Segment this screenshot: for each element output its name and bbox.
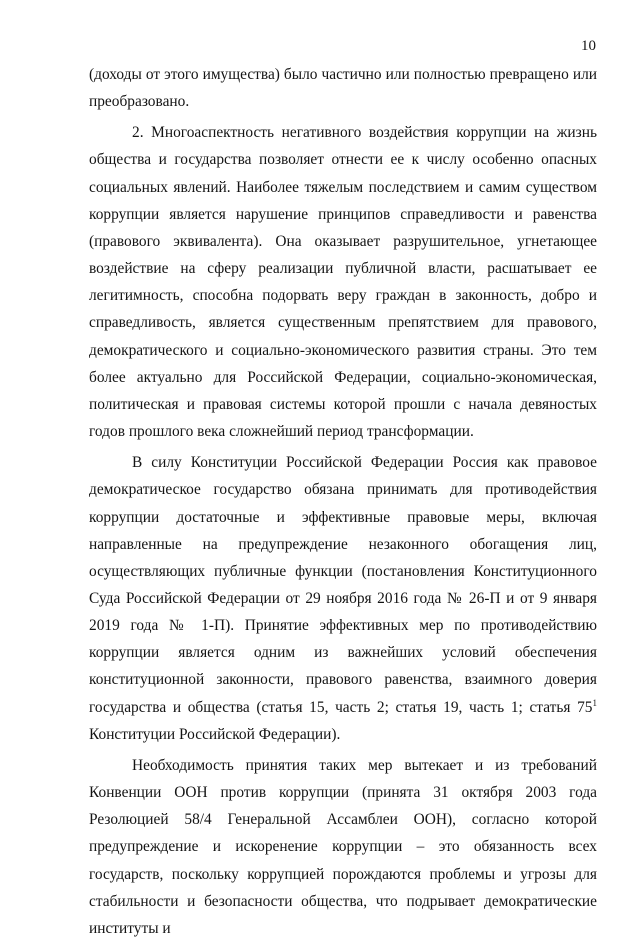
paragraph-text: 2. Многоаспектность негативного воздействия коррупции на жизнь общества и государства позволяет отнести ее к числу особенно опасных социальных явлений. Наиболее тяжелым последствием и самим существом коррупции является нарушение принципов справедливости и равенства (правового эквивалента). Она оказывает разрушительное, угнетающее воздействие на сферу реализации публичной власти, расшатывает ее легитимность, способна подорвать веру граждан в законность, добро и справедливость, является существенным препятствием для правового, демократического и социально-экономического развития страны. Это тем более актуально для Российской Федерации, социально-экономическая, политическая и правовая системы которой прошли с начала девяностых годов прошлого века сложнейший период трансформации. (89, 124, 597, 441)
paragraph-text: (доходы от этого имущества) было частично или полностью превращено или преобразовано. (89, 66, 597, 111)
document-body (89, 61, 597, 942)
paragraph-constitution (89, 449, 597, 748)
paragraph-continuation (89, 61, 597, 115)
paragraph-text: Необходимость принятия таких мер вытекает и из требований Конвенции ООН против коррупции (принята 31 октября 2003 года Резолюцией 58/4 Генеральной Ассамблеи ООН), согласно которой предупреждение и искоренение коррупции – это обязанность всех государств, поскольку коррупцией порождаются проблемы и угрозы для стабильности и безопасности общества, что подрывает демократические институты и (89, 756, 597, 937)
paragraph-tail: Конституции Российской Федерации). (89, 725, 341, 743)
article-superscript: 1 (592, 697, 597, 708)
page-number: 10 (581, 38, 596, 54)
paragraph-un-convention (89, 752, 597, 942)
paragraph-text: В силу Конституции Российской Федерации Россия как правовое демократическое государство обязана принимать для противодействия коррупции достаточные и эффективные правовые меры, включая направленные на предупреждение незаконного обогащения лиц, осуществляющих публичные функции (постановления Конституционного Суда Российской Федерации от 29 ноября 2016 года № 26-П и от 9 января 2019 года № 1-П). Принятие эффективных мер по противодействию коррупции является одним из важнейших условий обеспечения конституционной законности, правового равенства, взаимного доверия государства и общества (статья 15, часть 2; статья 19, часть 1; статья 75 (89, 454, 597, 716)
paragraph-corruption-impact (89, 119, 597, 445)
